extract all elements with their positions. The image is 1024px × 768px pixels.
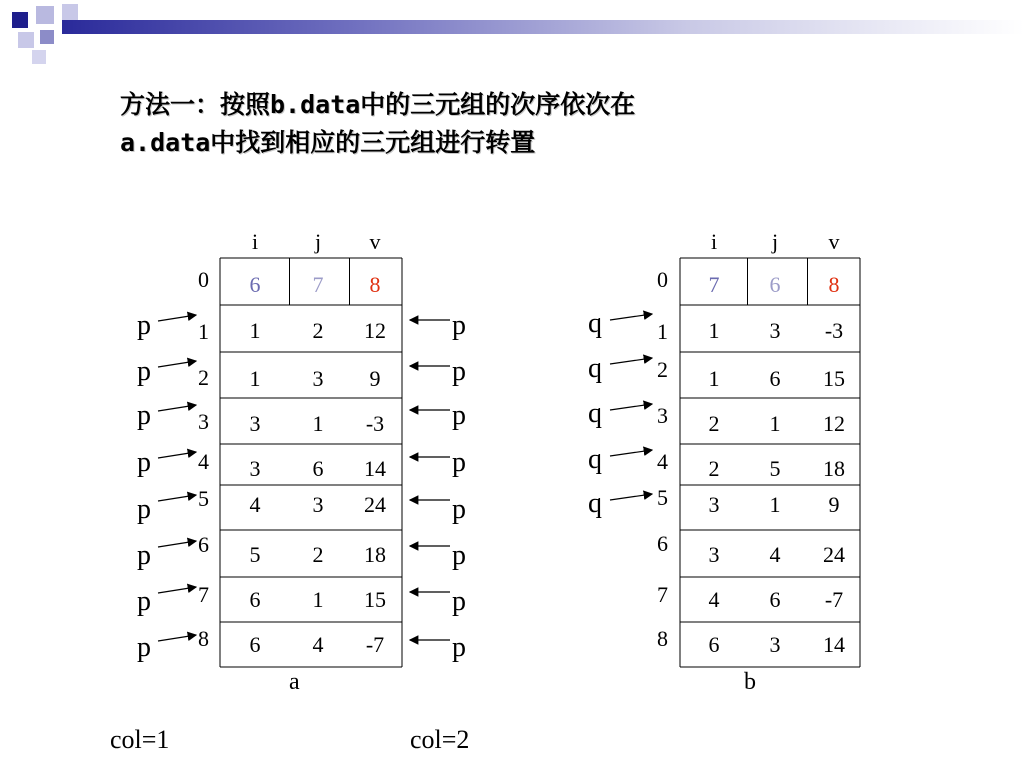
table_a-table-cell: 2 [312,318,324,343]
table_b-row-index: 7 [657,582,668,607]
table_b-table-cell: 4 [769,542,781,567]
pointer-p-left: p [137,494,151,525]
table_b-table-cell: 3 [769,318,781,343]
table_b-row-index: 6 [657,531,668,556]
table_a-table-cell: -7 [365,632,385,657]
table_b-row-index: 4 [657,449,668,474]
col-label-1: col=1 [110,725,170,754]
table_b-table-cell: 2 [708,411,720,436]
table_b-row-index: 3 [657,403,668,428]
table_b-table-cell: 6 [708,632,720,657]
table_a-table-cell: 1 [249,318,261,343]
table-a-label: a [289,669,300,695]
table_b-header-cell: 6 [769,272,781,297]
pointer-arrow-left [158,635,196,641]
pointer-arrow-left [158,405,196,411]
table_a-table-cell: 14 [364,456,386,481]
pointer-q: q [588,488,602,519]
pointer-p-left: p [137,447,151,478]
table_a-row-index: 8 [198,626,209,651]
table_a-table-cell: 2 [312,542,324,567]
pointer-arrow-q [610,404,652,410]
pointer-arrow-q [610,314,652,320]
table_a-col-header-j: j [314,229,322,254]
table_b-col-header-v: v [828,229,840,254]
pointer-arrow-left [158,495,196,501]
pointer-p-left: p [137,310,151,341]
table_b-row-index: 0 [657,267,668,292]
table_a-table-cell: 1 [249,366,261,391]
pointer-q: q [588,398,602,429]
table_b-row-index: 8 [657,626,668,651]
table_a-row-index: 3 [198,409,209,434]
table_b-table-cell: 6 [769,587,781,612]
pointer-q: q [588,444,602,475]
table_a-col-header-i: i [251,229,259,254]
pointer-q: q [588,308,602,339]
pointer-arrow-q [610,494,652,500]
pointer-p-right: p [452,540,466,571]
table_a-row-index: 4 [198,449,209,474]
table_b-table-cell: -7 [824,587,844,612]
table_a-row-index: 7 [198,582,209,607]
table_b-table-cell: 18 [823,456,845,481]
table_b-table-cell: 4 [708,587,720,612]
col-label-2: col=2 [410,725,470,754]
table_a-col-header-v: v [369,229,381,254]
table_b-table-cell: -3 [824,318,844,343]
table_b-row-index: 2 [657,357,668,382]
pointer-p-right: p [452,586,466,617]
title-line-2: a.data中找到相应的三元组进行转置 [120,128,536,157]
table_b-table-cell: 1 [708,318,720,343]
table_b-table-cell: 2 [708,456,720,481]
table_a-table-cell: 12 [364,318,386,343]
table_a-row-index: 2 [198,365,209,390]
pointer-p-left: p [137,632,151,663]
pointer-arrow-q [610,358,652,364]
pointer-p-left: p [137,540,151,571]
table_b-table-cell: 9 [828,492,840,517]
table_a-header-cell: 6 [249,272,261,297]
table_a-table-cell: 1 [312,587,324,612]
table-b-label: b [744,669,756,695]
table_b-table-cell: 3 [708,492,720,517]
pointer-arrow-left [158,315,196,321]
table_b-table-cell: 15 [823,366,845,391]
table_a-table-cell: -3 [365,411,385,436]
table_b-table-cell: 1 [708,366,720,391]
table_a-table-cell: 3 [249,456,261,481]
table_b-table-cell: 5 [769,456,781,481]
table_a-table-cell: 5 [249,542,261,567]
pointer-p-right: p [452,310,466,341]
table_a-row-index: 5 [198,486,209,511]
table_b-header-cell: 8 [828,272,840,297]
table_a-row-index: 0 [198,267,209,292]
pointer-arrow-left [158,587,196,593]
table_b-row-index: 1 [657,319,668,344]
table_b-col-header-j: j [771,229,779,254]
table_a-table-cell: 3 [312,492,324,517]
table_b-table-cell: 1 [769,411,781,436]
pointer-arrow-left [158,541,196,547]
table_b-table-cell: 3 [769,632,781,657]
pointer-arrow-q [610,450,652,456]
pointer-arrows [158,310,652,641]
pointer-p-right: p [452,632,466,663]
pointer-p-left: p [137,400,151,431]
table_b-table-cell: 24 [823,542,845,567]
table_a-table-cell: 6 [249,587,261,612]
pointer-q: q [588,353,602,384]
table_a-header-cell: 7 [312,272,324,297]
pointer-p-right: p [452,356,466,387]
table_a-table-cell: 1 [312,411,324,436]
table_a-table-cell: 4 [312,632,324,657]
pointer-arrow-left [158,452,196,458]
table_b-table-cell: 6 [769,366,781,391]
table_b-table-cell: 14 [823,632,845,657]
table_a-table-cell: 18 [364,542,386,567]
table_a-table-cell: 3 [312,366,324,391]
table_a-table-cell: 15 [364,587,386,612]
table_b-col-header-i: i [710,229,718,254]
table_a-table-cell: 6 [312,456,324,481]
table_b-table-cell: 12 [823,411,845,436]
pointer-p-right: p [452,494,466,525]
table_a-table-cell: 24 [364,492,386,517]
table_a-table-cell: 4 [249,492,261,517]
table_b-header-cell: 7 [708,272,720,297]
table_a-table-cell: 9 [369,366,381,391]
table_a-row-index: 6 [198,532,209,557]
pointer-arrow-left [158,361,196,367]
table_a-table-cell: 6 [249,632,261,657]
table_a-header-cell: 8 [369,272,381,297]
pointer-p-left: p [137,586,151,617]
pointer-p-right: p [452,447,466,478]
table_a-row-index: 1 [198,319,209,344]
title-line-1: 方法一：按照b.data中的三元组的次序依次在 [120,90,636,119]
table_b-row-index: 5 [657,485,668,510]
table_a-table-cell: 3 [249,411,261,436]
table_b-table-cell: 1 [769,492,781,517]
pointer-p-right: p [452,400,466,431]
table_b-table-cell: 3 [708,542,720,567]
pointer-p-left: p [137,356,151,387]
